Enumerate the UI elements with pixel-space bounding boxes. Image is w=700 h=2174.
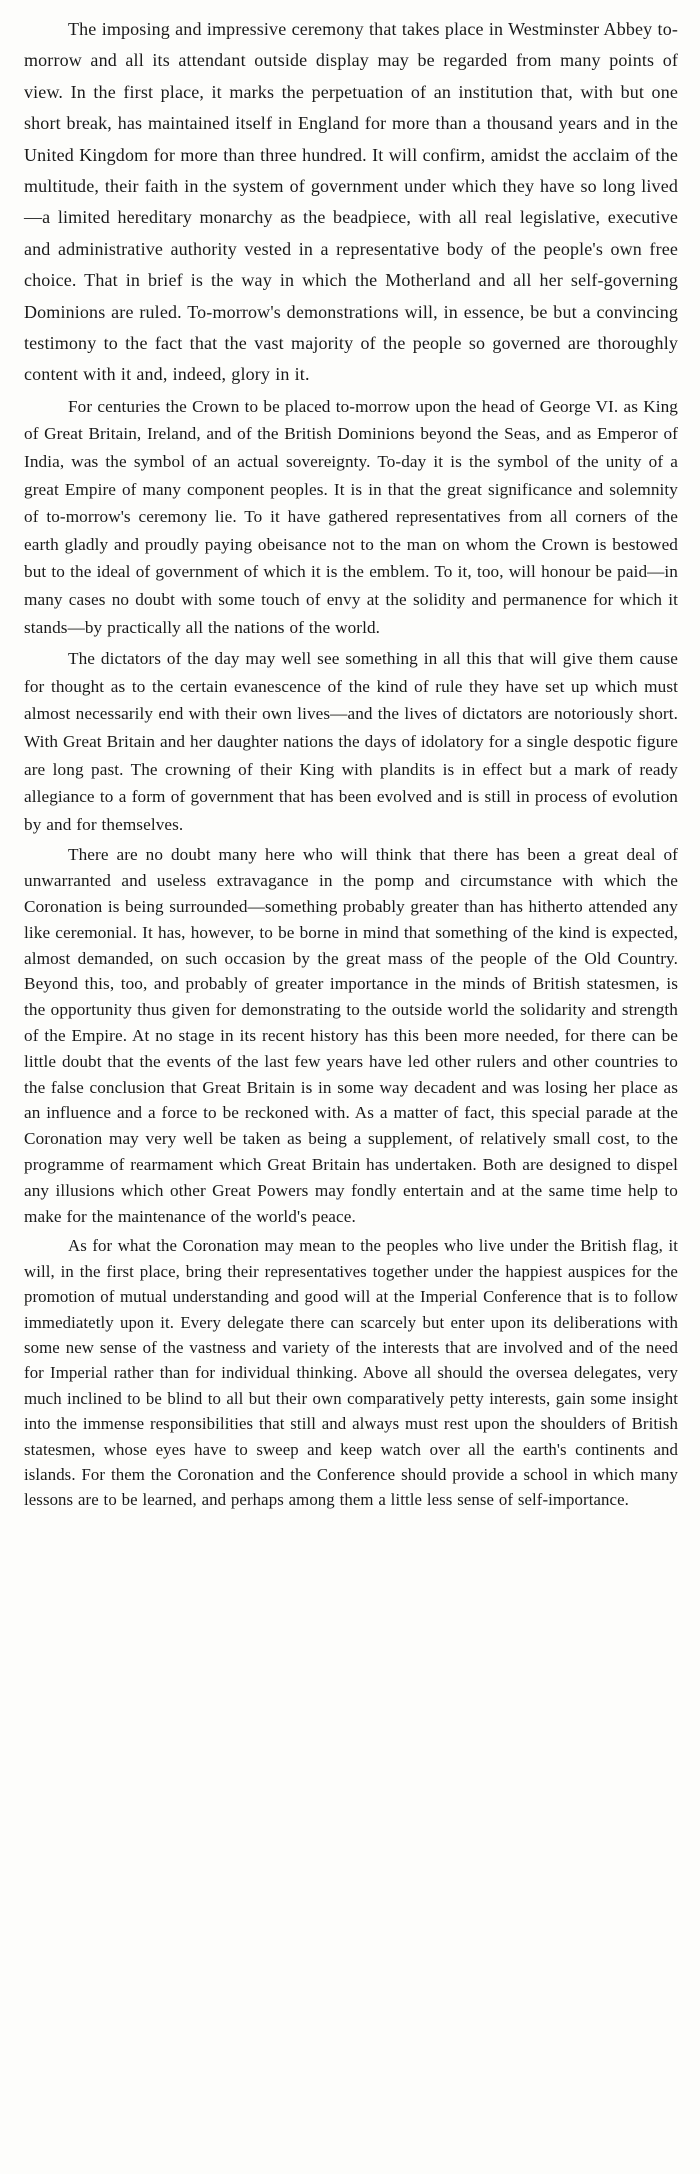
paragraph-1: The imposing and impressive ceremony that takes place in Westminster Abbey to-morrow and all its attendant outside display may be regarded from many points of view. In the first place, it marks the perpetuation of an institution that, with but one short break, has maintained itself in England for more than a thousand years and in the United Kingdom for more than three hundred. It will confirm, amidst the acclaim of the multitude, their faith in the system of government under which they have so long lived—a limited hereditary monarchy as the beadpiece, with all real legislative, executive and administrative authority vested in a representative body of the people's own free choice. That in brief is the way in which the Motherland and all her self-governing Dominions are ruled. To-morrow's demonstrations will, in essence, be but a convincing testimony to the fact that the vast majority of the people so governed are thoroughly content with it and, indeed, glory in it. <box>24 19 678 385</box>
paragraph-4: There are no doubt many here who will think that there has been a great deal of unwarranted and useless extravagance in the pomp and circumstance with which the Coronation is being surrounded—something probably greater than has hitherto attended any like ceremonial. It has, however, to be borne in mind that something of the kind is expected, almost demanded, on such occasion by the great mass of the people of the Old Country. Beyond this, too, and probably of greater importance in the minds of British statesmen, is the opportunity thus given for demonstrating to the outside world the solidarity and strength of the Empire. At no stage in its recent history has this been more needed, for there can be little doubt that the events of the last few years have led other rulers and other countries to the false conclusion that Great Britain is in some way decadent and was losing her place as an influence and a force to be reckoned with. As a matter of fact, this special parade at the Coronation may very well be taken as being a supplement, of relatively small cost, to the programme of rearmament which Great Britain has undertaken. Both are designed to dispel any illusions which other Great Powers may fondly entertain and at the same time help to make for the maintenance of the world's peace. <box>24 845 678 1226</box>
paragraph-5: As for what the Coronation may mean to the peoples who live under the British flag, it will, in the first place, bring their representatives together under the happiest auspices for the promotion of mutual understanding and good will at the Imperial Conference that is to follow immediatetly upon it. Every delegate there can scarcely but enter upon its deliberations with some new sense of the vastness and variety of the interests that are involved and of the need for Imperial rather than for individual thinking. Above all should the oversea delegates, very much inclined to be blind to all but their own comparatively petty interests, gain some insight into the immense responsibilities that still and always must rest upon the shoulders of British statesmen, whose eyes have to sweep and keep watch over all the earth's continents and islands. For them the Coronation and the Conference should provide a school in which many lessons are to be learned, and perhaps among them a little less sense of self-importance. <box>24 1236 678 1510</box>
editorial-column <box>24 14 678 1513</box>
paragraph-3: The dictators of the day may well see something in all this that will give them cause for thought as to the certain evanescence of the kind of rule they have set up which must almost necessarily end with their own lives—and the lives of dictators are notoriously short. With Great Britain and her daughter nations the days of idolatory for a single despotic figure are long past. The crowning of their King with plandits is in effect but a mark of ready allegiance to a form of government that has been evolved and is still in process of evolution by and for themselves. <box>24 649 678 834</box>
paragraph-2: For centuries the Crown to be placed to-morrow upon the head of George VI. as King of Great Britain, Ireland, and of the British Dominions beyond the Seas, and as Emperor of India, was the symbol of an actual sovereignty. To-day it is the symbol of the unity of a great Empire of many component peoples. It is in that the great significance and solemnity of to-morrow's ceremony lie. To it have gathered representatives from all corners of the earth gladly and proudly paying obeisance not to the man on whom the Crown is bestowed but to the ideal of government of which it is the emblem. To it, too, will honour be paid—in many cases no doubt with some touch of envy at the solidity and permanence for which it stands—by practically all the nations of the world. <box>24 396 678 637</box>
